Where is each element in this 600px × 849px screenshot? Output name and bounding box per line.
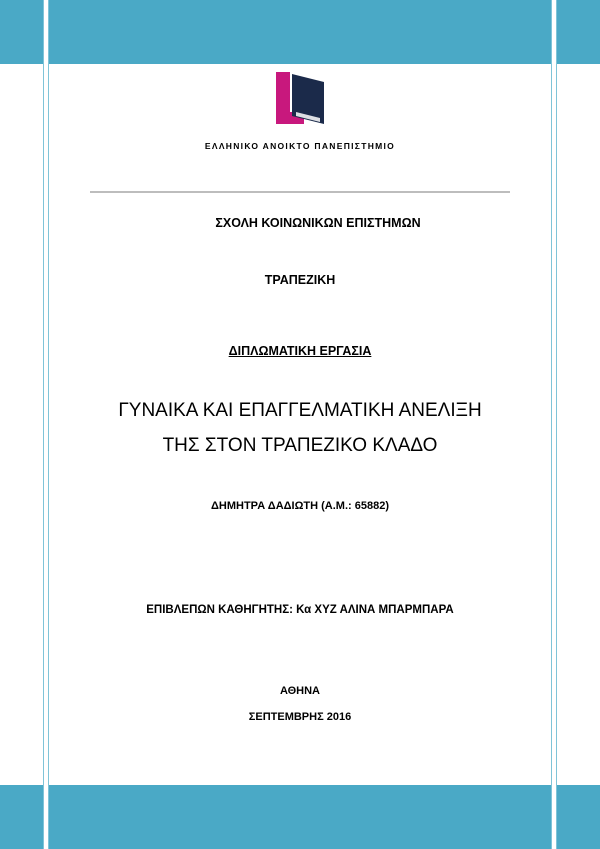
document-type: ΔΙΠΛΩΜΑΤΙΚΗ ΕΡΓΑΣΙΑ <box>228 344 372 358</box>
open-book-icon <box>276 72 328 130</box>
top-band <box>49 0 551 64</box>
bottom-band <box>49 785 551 849</box>
top-right-band <box>557 0 600 64</box>
thesis-title-line-1: ΓΥΝΑΙΚΑ ΚΑΙ ΕΠΑΓΓΕΛΜΑΤΙΚΗ ΑΝΕΛΙΞΗ <box>118 400 482 421</box>
thesis-title-line-2: ΤΗΣ ΣΤΟΝ ΤΡΑΠΕΖΙΚΟ ΚΛΑΔΟ <box>162 435 438 456</box>
top-left-band <box>0 0 43 64</box>
supervisor: ΕΠΙΒΛΕΠΩΝ ΚΑΘΗΓΗΤΗΣ: Κα ΧΥΖ ΑΛΙΝΑ ΜΠΑΡΜΠΑΡΑ <box>146 604 454 616</box>
date: ΣΕΠΤΕΜΒΡΗΣ 2016 <box>248 711 352 723</box>
bottom-right-band <box>557 785 600 849</box>
author: ΔΗΜΗΤΡΑ ΔΑΔΙΩΤΗ (Α.Μ.: 65882) <box>211 500 389 512</box>
bottom-left-band <box>0 785 43 849</box>
school-name: ΣΧΟΛΗ ΚΟΙΝΩΝΙΚΩΝ ΕΠΙΣΤΗΜΩΝ <box>215 216 421 230</box>
divider <box>90 191 510 193</box>
university-name: ΕΛΛΗΝΙΚΟ ΑΝΟΙΚΤΟ ΠΑΝΕΠΙΣΤΗΜΙΟ <box>204 141 396 151</box>
department-name: ΤΡΑΠΕΖΙΚΗ <box>264 273 336 287</box>
city: ΑΘΗΝΑ <box>279 685 321 697</box>
